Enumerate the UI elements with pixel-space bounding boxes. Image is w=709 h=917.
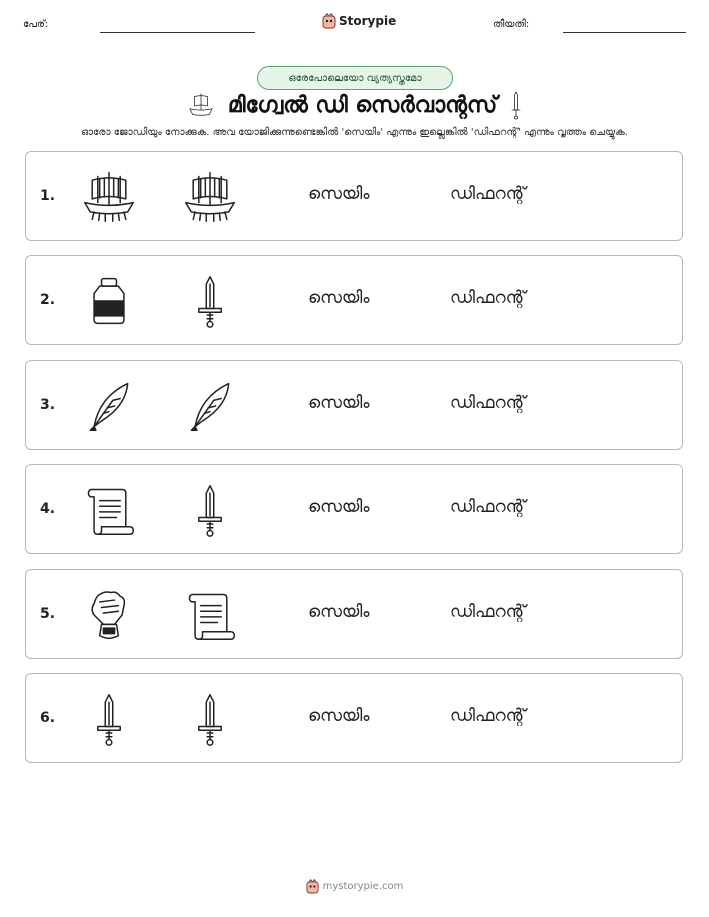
question-row	[25, 151, 683, 241]
ship-icon	[79, 167, 139, 227]
storypie-mascot-icon	[306, 879, 319, 894]
storypie-mascot-icon	[322, 13, 336, 29]
different-option[interactable]: ഡിഫറന്റ്	[450, 393, 526, 413]
name-line[interactable]	[100, 32, 255, 33]
same-option[interactable]: സെയിം	[308, 497, 370, 517]
brand-logo	[322, 13, 396, 29]
different-option[interactable]: ഡിഫറന്റ്	[450, 497, 526, 517]
different-option[interactable]: ഡിഫറന്റ്	[450, 184, 526, 204]
same-option[interactable]: സെയിം	[308, 393, 370, 413]
different-option[interactable]: ഡിഫറന്റ്	[450, 288, 526, 308]
question-row	[25, 255, 683, 345]
question-row	[25, 673, 683, 763]
name-label: പേര്:	[23, 19, 49, 30]
quill-icon	[180, 376, 240, 436]
scroll-icon	[79, 480, 139, 540]
footer	[0, 879, 709, 894]
question-number: 4.	[40, 501, 56, 517]
different-option[interactable]: ഡിഫറന്റ്	[450, 706, 526, 726]
ship-icon	[186, 91, 216, 119]
gauntlet-icon	[79, 585, 139, 645]
different-option[interactable]: ഡിഫറന്റ്	[450, 602, 526, 622]
inkwell-icon	[79, 271, 139, 331]
date-label: തീയതി:	[493, 19, 530, 30]
date-line[interactable]	[563, 32, 686, 33]
same-option[interactable]: സെയിം	[308, 706, 370, 726]
sword-icon	[79, 689, 139, 749]
worksheet-type-badge: ഒരേപോലെയോ വ്യത്യസ്തമോ	[257, 66, 453, 90]
question-number: 3.	[40, 397, 56, 413]
title-row	[0, 90, 709, 120]
footer-url[interactable]: mystorypie.com	[322, 881, 404, 892]
scroll-icon	[180, 585, 240, 645]
question-number: 5.	[40, 606, 56, 622]
sword-icon	[509, 90, 523, 120]
question-row	[25, 569, 683, 659]
brand-name: Storypie	[339, 14, 397, 28]
same-option[interactable]: സെയിം	[308, 602, 370, 622]
page-title: മിഗ്വേൽ ഡി സെർവാന്റസ്	[227, 92, 498, 118]
question-row	[25, 464, 683, 554]
sword-icon	[180, 271, 240, 331]
sword-icon	[180, 480, 240, 540]
quill-icon	[79, 376, 139, 436]
ship-icon	[180, 167, 240, 227]
question-number: 1.	[40, 188, 56, 204]
sword-icon	[180, 689, 240, 749]
same-option[interactable]: സെയിം	[308, 184, 370, 204]
instructions: ഓരോ ജോഡിയും നോക്കുക. അവ യോജിക്കുന്നുണ്ടെങ്കിൽ 'സെയിം' എന്നും ഇല്ലെങ്കിൽ 'ഡിഫറന്റ്' എന്നും വൃത്തം ചെയ്യുക.	[81, 127, 628, 138]
question-number: 6.	[40, 710, 56, 726]
question-row	[25, 360, 683, 450]
same-option[interactable]: സെയിം	[308, 288, 370, 308]
question-number: 2.	[40, 292, 56, 308]
